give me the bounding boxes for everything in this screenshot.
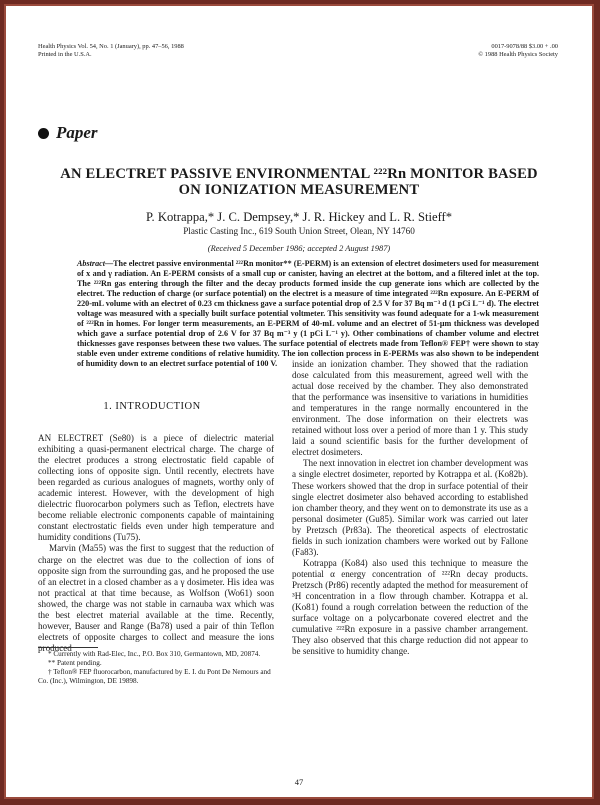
footnote: ** Patent pending. bbox=[48, 659, 102, 668]
section-bullet-icon bbox=[38, 128, 49, 139]
title-line-2: ON IONIZATION MEASUREMENT bbox=[178, 182, 420, 198]
copyright: © 1988 Health Physics Society bbox=[478, 51, 558, 58]
left-column bbox=[38, 433, 274, 654]
footnotes bbox=[38, 650, 274, 686]
footnote: † Teflon® FEP fluorocarbon, manufactured by E. I. du Pont De Nemours and Co. (Inc.), Wilmington, DE 19898. bbox=[38, 668, 271, 686]
abstract bbox=[77, 259, 539, 370]
printed-in: Printed in the U.S.A. bbox=[38, 51, 92, 58]
authors: P. Kotrappa,* J. C. Dempsey,* J. R. Hickey and L. R. Stieff* bbox=[145, 210, 453, 224]
abstract-text: —The electret passive environmental ²²²Rn monitor** (E-PERM) is an extension of electret dosimeters used for measurement of x and γ radiation. An E-PERM consists of a small cup or canister, having an electret at the bottom, and a filtered inlet at the top. The ²²²Rn gas entering through the filter and the decay products formed inside the cup generate ions which are collected by the electret. The reduction of charge (or surface potential) on the electret is a measure of time integrated ²²²Rn exposure. An E-PERM of 220-mL volume with an electret of 0.23 cm thickness gave a surface potential drop of 2.5 V for 37 Bq m⁻³ d (1 pCi L⁻¹ d). The electret voltage was measured with a specially built surface potential voltmeter. This sensitivity was found adequate for a 1-wk measurement of ²²²Rn in homes. For longer term measurements, an E-PERM of 40-mL volume and an electret of 51-μm thickness was developed which gave a surface potential drop of 2.6 V for 37 Bq m⁻³ y (1 pCi L⁻¹ y). Other combinations of chamber volume and electret thicknesses gave responses between these two values. The surface potential of electrets made from Teflon® FEP† were shown to stay stable even under extreme conditions of relative humidity. The ion collection process in E-PERMs was also shown to be independent of humidity down to an electret surface potential of 100 V. bbox=[77, 259, 539, 369]
page-frame bbox=[4, 4, 594, 799]
journal-page bbox=[6, 6, 592, 797]
paragraph: AN ELECTRET (Se80) is a piece of dielectric material exhibiting a quasi-permanent electrical charge. The charge of the electret produces a strong electrostatic field capable of collecting ions of opposite sign. Until recently, electrets have been regarded as curious analogues of magnets, worthy only of academic interest. However, with the development of high dielectric fluorocarbon polymers such as Teflon, electrets have become reliable electronic components capable of maintaining constant electrostatic fields even under high temperature and humidity conditions (Tu75). bbox=[38, 433, 274, 543]
affiliation: Plastic Casting Inc., 619 South Union Street, Olean, NY 14760 bbox=[183, 226, 415, 236]
paragraph: The next innovation in electret ion chamber development was a single electret dosimeter, reported by Kotrappa et al. (Ko82b). These workers showed that the drop in surface potential of their single electret dosimeter also behaved according to established ion chamber theory, and they went on to demonstrate its use as a personal dosimeter (Gu85). Similar work was carried out later by Pretzsch (Pr83a). The theoretical aspects of electrostatic fields in such ionization chambers were worked out by Fallone (Fa83). bbox=[292, 458, 528, 557]
footnote-rule bbox=[38, 647, 98, 648]
footnote: * Currently with Rad-Elec, Inc., P.O. Box 310, Germantown, MD, 20874. bbox=[48, 650, 261, 658]
article-type-label: Paper bbox=[56, 123, 98, 142]
title-line-1: AN ELECTRET PASSIVE ENVIRONMENTAL ²²²Rn MONITOR BASED bbox=[60, 166, 538, 182]
abstract-label: Abstract bbox=[77, 259, 105, 268]
received-dates: (Received 5 December 1986; accepted 2 August 1987) bbox=[207, 244, 391, 253]
paragraph: Kotrappa (Ko84) also used this technique to measure the potential α energy concentration of ²²²Rn decay products. Pretzsch (Pr86) recently adapted the method for measurement of ³H concentration in a flow through chamber. Kotrappa et al. (Ko81) found a rough correlation between the reduction of the surface voltage on a polycarbonate covered electret and the cumulative ²²²Rn exposure in a passive chamber arrangement. They also observed that this charge reduction did not appear to be sensitive to humidity change. bbox=[292, 557, 528, 657]
paragraph: Marvin (Ma55) was the first to suggest that the reduction of charge on the electret was due to the collection of ions of opposite sign from the surrounding gas, and he proposed the use of an electret in a closed chamber as a γ dosimeter. His idea was not practical at that time because, as Wolfson (Wo61) soon showed, the charge was not stable in carnauba wax which was the best electret material available at the time. Recently, however, Bauser and Range (Ba78) used a pair of thin Teflon electrets of opposite charges to collect and measure the ions produced bbox=[38, 543, 274, 653]
paragraph: inside an ionization chamber. They showed that the radiation dose calculated from this measurement, agreed well with the actual dose received by the chamber. They also demonstrated that the performance was insensitive to variations in humidities and temperatures in the range normally encountered in the environment. The dose information on their electrets was retained without loss over a period of more than 1 y. This study laid a sound scientific basis for the further development of electret dosimeters. bbox=[292, 359, 528, 458]
issn-price: 0017-9078/88 $3.00 + .00 bbox=[491, 43, 558, 50]
journal-citation: Health Physics Vol. 54, No. 1 (January), pp. 47–56, 1988 bbox=[38, 43, 184, 50]
section-heading: 1. INTRODUCTION bbox=[103, 401, 201, 412]
page-number: 47 bbox=[294, 777, 304, 787]
right-column bbox=[292, 359, 528, 657]
